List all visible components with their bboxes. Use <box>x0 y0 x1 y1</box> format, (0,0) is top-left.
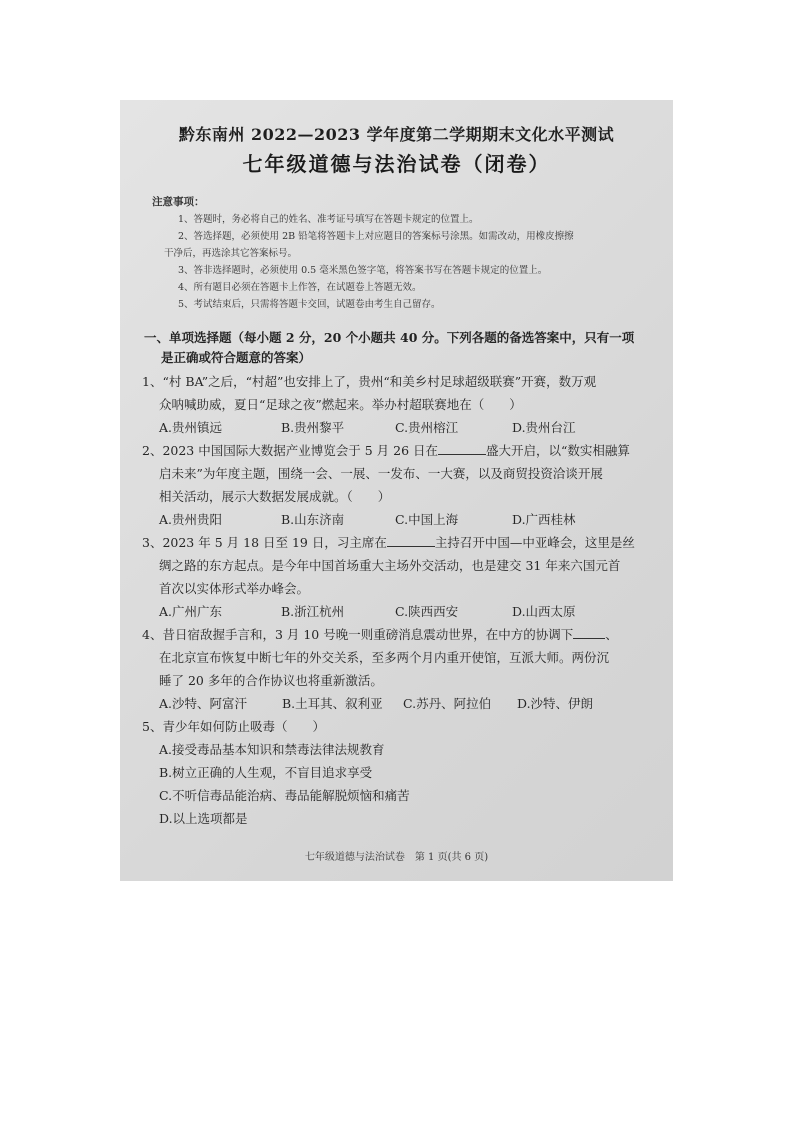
q3-stem-post: 主持召开中国—中亚峰会，这里是丝 <box>434 535 635 550</box>
q1-option-a: A.贵州镇远 <box>159 420 223 435</box>
q2-stem-cont1: 启未来”为年度主题，围绕一会、一展、一发布、一大赛，以及商贸投资洽谈开展 <box>159 466 603 481</box>
q4-option-a: A.沙特、阿富汗 <box>159 696 248 711</box>
q5-stem: 5、青少年如何防止吸毒（ ） <box>142 719 325 734</box>
exam-title-line2: 七年级道德与法治试卷（闭卷） <box>242 152 551 176</box>
notice-item-2-cont: 干净后，再选涂其它答案标号。 <box>164 248 298 259</box>
exam-paper-photo <box>120 100 673 881</box>
q3-stem-pre: 3、2023 年 5 月 18 日至 19 日，习主席在 <box>142 535 387 550</box>
q5-option-b: B.树立正确的人生观，不盲目追求享受 <box>159 765 373 780</box>
q3-option-a: A.广州广东 <box>159 604 223 619</box>
q2-stem-pre: 2、2023 中国国际大数据产业博览会于 5 月 26 日在 <box>142 443 438 458</box>
q4-options <box>142 692 652 715</box>
q5-option-c: C.不听信毒品能治病、毒品能解脱烦恼和痛苦 <box>159 788 410 803</box>
q2-stem-post: 盛大开启，以“数实相融算 <box>486 443 630 458</box>
q3-blank <box>387 534 435 547</box>
q4-blank <box>573 626 605 639</box>
q2-stem <box>142 439 652 462</box>
notice-item-2: 2、答选择题，必须使用 2B 铅笔将答题卡上对应题目的答案标号涂黑。如需改动，用橡皮擦擦 <box>178 231 574 242</box>
q3-stem-cont1: 绸之路的东方起点。是今年中国首场重大主场外交活动，也是建交 31 年来六国元首 <box>159 558 621 573</box>
notice-item-1: 1、答题时，务必将自己的姓名、准考证号填写在答题卡规定的位置上。 <box>178 214 479 225</box>
q2-option-d: D.广西桂林 <box>512 512 576 527</box>
q1-option-d: D.贵州台江 <box>512 420 576 435</box>
notice-item-5: 5、考试结束后，只需将答题卡交回，试题卷由考生自己留存。 <box>178 299 441 310</box>
q4-option-c: C.苏丹、阿拉伯 <box>403 696 492 711</box>
page-footer: 七年级道德与法治试卷 第 1 页(共 6 页) <box>304 852 489 863</box>
q5-option-a: A.接受毒品基本知识和禁毒法律法规教育 <box>159 742 385 757</box>
q3-option-c: C.陕西西安 <box>395 604 459 619</box>
notice-item-4: 4、所有题目必须在答题卡上作答，在试题卷上答题无效。 <box>178 282 422 293</box>
q3-stem <box>142 531 652 554</box>
notice-title: 注意事项： <box>152 196 205 208</box>
q4-stem-pre: 4、昔日宿敌握手言和，3 月 10 号晚一则重磅消息震动世界，在中方的协调下 <box>142 627 574 642</box>
q1-stem-cont: 众呐喊助威，夏日“足球之夜”燃起来。举办村超联赛地在（ ） <box>159 397 522 412</box>
exam-title-line1: 黔东南州 2022—2023 学年度第二学期期末文化水平测试 <box>178 125 615 144</box>
q4-option-d: D.沙特、伊朗 <box>517 696 594 711</box>
q2-options <box>142 508 652 531</box>
q4-stem-cont2: 睡了 20 多年的合作协议也将重新激活。 <box>159 673 383 688</box>
q2-option-b: B.山东济南 <box>281 512 345 527</box>
q3-option-b: B.浙江杭州 <box>281 604 345 619</box>
q2-option-a: A.贵州贵阳 <box>159 512 223 527</box>
q4-stem-cont1: 在北京宣布恢复中断七年的外交关系，至多两个月内重开使馆，互派大师。两份沉 <box>159 650 610 665</box>
q2-stem-cont2: 相关活动，展示大数据发展成就。（ ） <box>159 489 391 504</box>
section-heading-line2: 是正确或符合题意的答案） <box>161 350 312 365</box>
q2-blank <box>438 442 486 455</box>
q1-option-b: B.贵州黎平 <box>281 420 345 435</box>
q3-stem-cont2: 首次以实体形式举办峰会。 <box>159 581 310 596</box>
q3-option-d: D.山西太原 <box>512 604 576 619</box>
q4-stem-post: 、 <box>605 627 618 642</box>
section-heading <box>144 328 654 368</box>
notice-block <box>152 194 642 313</box>
question-list <box>142 370 652 830</box>
q4-stem <box>142 623 652 646</box>
section-heading-line1: 一、单项选择题（每小题 2 分，20 个小题共 40 分。下列各题的备选答案中，只有一项 <box>144 330 635 345</box>
q1-options <box>142 416 652 439</box>
q1-option-c: C.贵州榕江 <box>395 420 459 435</box>
q5-option-d: D.以上选项都是 <box>159 811 248 826</box>
q1-stem: 1、“村 BA”之后，“村超”也安排上了，贵州“和美乡村足球超级联赛”开赛，数万观 <box>142 374 597 389</box>
q4-option-b: B.土耳其、叙利亚 <box>282 696 383 711</box>
notice-item-3: 3、答非选择题时，必须使用 0.5 毫米黑色签字笔，将答案书写在答题卡规定的位置上。 <box>178 265 548 276</box>
q3-options <box>142 600 652 623</box>
q2-option-c: C.中国上海 <box>395 512 459 527</box>
